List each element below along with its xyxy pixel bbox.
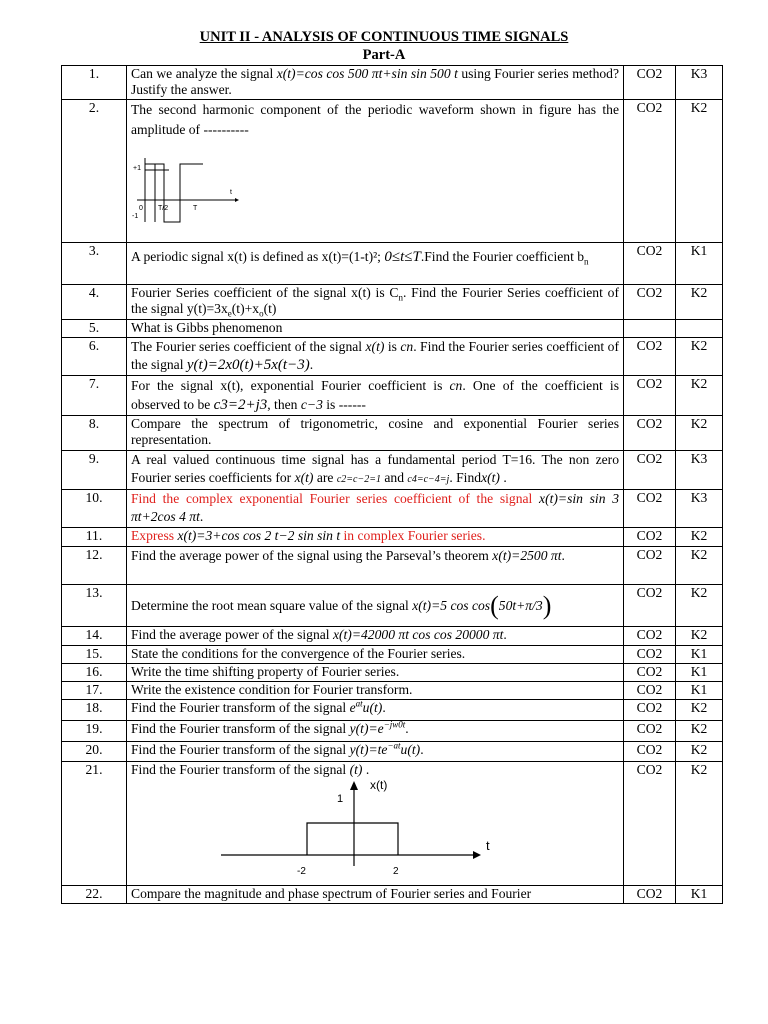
question-number: 6. — [62, 338, 127, 376]
course-outcome: CO2 — [624, 682, 676, 700]
t-axis-label: t — [486, 838, 490, 853]
course-outcome: CO2 — [624, 416, 676, 451]
question-text: Write the existence condition for Fourier transform. — [127, 682, 624, 700]
course-outcome: CO2 — [624, 886, 676, 904]
course-outcome: CO2 — [624, 721, 676, 742]
course-outcome: CO2 — [624, 451, 676, 490]
question-text: Compare the spectrum of trigonometric, cosine and exponential Fourier series representation. — [127, 416, 624, 451]
knowledge-level: K3 — [676, 490, 723, 528]
question-number: 1. — [62, 66, 127, 100]
question-number: 16. — [62, 664, 127, 682]
plus-one-label: +1 — [133, 165, 141, 172]
question-text: The second harmonic component of the periodic waveform shown in figure has the amplitude of ---------- +1 -1 0 T/2 T t — [127, 100, 624, 243]
question-row — [62, 490, 723, 528]
question-text: For the signal x(t), exponential Fourier coefficient is cn. One of the coefficient is observed to be c3=2+j3, then c−3 is ------ — [127, 376, 624, 416]
question-number: 20. — [62, 742, 127, 762]
question-text: Determine the root mean square value of the signal x(t)=5 cos cos(50t+π/3) — [127, 585, 624, 627]
question-text: Express x(t)=3+cos cos 2 t−2 sin sin t in complex Fourier series. — [127, 528, 624, 547]
neg-two-label: -2 — [297, 866, 306, 877]
question-text: Find the complex exponential Fourier series coefficient of the signal x(t)=sin sin 3 πt+2cos 4 πt. — [127, 490, 624, 528]
course-outcome: CO2 — [624, 664, 676, 682]
knowledge-level: K1 — [676, 243, 723, 285]
question-number: 19. — [62, 721, 127, 742]
course-outcome: CO2 — [624, 585, 676, 627]
course-outcome: CO2 — [624, 627, 676, 646]
question-text: Can we analyze the signal x(t)=cos cos 500 πt+sin sin 500 t using Fourier series method? Justify the answer. — [127, 66, 624, 100]
question-number: 3. — [62, 243, 127, 285]
questions-table — [61, 65, 723, 904]
course-outcome: CO2 — [624, 376, 676, 416]
question-number: 5. — [62, 320, 127, 338]
page-title: UNIT II - ANALYSIS OF CONTINUOUS TIME SIGNALS — [199, 29, 569, 45]
rectangular-pulse-figure — [131, 778, 611, 878]
pulse-signal-label: x(t) — [370, 778, 388, 792]
course-outcome: CO2 — [624, 528, 676, 547]
question-row — [62, 285, 723, 320]
question-row — [62, 66, 723, 100]
knowledge-level: K2 — [676, 700, 723, 721]
question-text: Find the Fourier transform of the signal (t) . x(t) 1 -2 2 t — [127, 762, 624, 886]
question-text: Find the average power of the signal x(t)=42000 πt cos cos 20000 πt. — [127, 627, 624, 646]
question-row — [62, 585, 723, 627]
knowledge-level: K1 — [676, 646, 723, 664]
question-row — [62, 682, 723, 700]
question-number: 12. — [62, 547, 127, 585]
course-outcome: CO2 — [624, 285, 676, 320]
zero-label: 0 — [139, 205, 143, 212]
knowledge-level: K2 — [676, 100, 723, 243]
question-number: 9. — [62, 451, 127, 490]
question-text: Compare the magnitude and phase spectrum of Fourier series and Fourier — [127, 886, 624, 904]
knowledge-level: K2 — [676, 762, 723, 886]
question-row — [62, 528, 723, 547]
question-row — [62, 664, 723, 682]
question-number: 7. — [62, 376, 127, 416]
section-subtitle: Part-A — [362, 47, 406, 63]
question-row — [62, 547, 723, 585]
half-period-label: T/2 — [158, 205, 169, 212]
knowledge-level: K2 — [676, 742, 723, 762]
course-outcome: CO2 — [624, 100, 676, 243]
knowledge-level — [676, 320, 723, 338]
knowledge-level: K2 — [676, 721, 723, 742]
question-row — [62, 416, 723, 451]
knowledge-level: K1 — [676, 886, 723, 904]
time-axis-label: t — [230, 189, 232, 196]
question-text: Find the Fourier transform of the signal $e^{at}u(t)$. — [127, 700, 624, 721]
question-text: State the conditions for the convergence of the Fourier series. — [127, 646, 624, 664]
question-number: 22. — [62, 886, 127, 904]
question-number: 17. — [62, 682, 127, 700]
knowledge-level: K2 — [676, 338, 723, 376]
question-number: 11. — [62, 528, 127, 547]
course-outcome: CO2 — [624, 243, 676, 285]
question-row — [62, 742, 723, 762]
question-number: 2. — [62, 100, 127, 243]
question-row — [62, 320, 723, 338]
course-outcome: CO2 — [624, 762, 676, 886]
question-row — [62, 451, 723, 490]
knowledge-level: K2 — [676, 585, 723, 627]
course-outcome: CO2 — [624, 547, 676, 585]
course-outcome: CO2 — [624, 338, 676, 376]
question-number: 8. — [62, 416, 127, 451]
question-row — [62, 627, 723, 646]
question-text: What is Gibbs phenomenon — [127, 320, 624, 338]
question-row — [62, 646, 723, 664]
question-text: Fourier Series coefficient of the signal x(t) is $C_n$. Find the Fourier Series coefficient of the signal $y(t)=3x_e(t)+x_o(t)$ — [127, 285, 624, 320]
knowledge-level: K3 — [676, 66, 723, 100]
pos-two-label: 2 — [393, 866, 399, 877]
knowledge-level: K2 — [676, 627, 723, 646]
question-text: Find the Fourier transform of the signal $y(t)=te^{-at}u(t)$. — [127, 742, 624, 762]
question-number: 13. — [62, 585, 127, 627]
question-row — [62, 721, 723, 742]
question-row — [62, 762, 723, 886]
question-row — [62, 100, 723, 243]
knowledge-level: K2 — [676, 416, 723, 451]
minus-one-label: -1 — [132, 213, 139, 220]
knowledge-level: K2 — [676, 285, 723, 320]
course-outcome: CO2 — [624, 646, 676, 664]
question-row — [62, 700, 723, 721]
knowledge-level: K1 — [676, 664, 723, 682]
period-label: T — [193, 205, 198, 212]
course-outcome: CO2 — [624, 742, 676, 762]
question-number: 14. — [62, 627, 127, 646]
knowledge-level: K2 — [676, 376, 723, 416]
course-outcome — [624, 320, 676, 338]
knowledge-level: K2 — [676, 547, 723, 585]
question-row — [62, 243, 723, 285]
question-row — [62, 886, 723, 904]
question-text: Find the average power of the signal using the Parseval’s theorem x(t)=2500 πt. — [127, 547, 624, 585]
question-number: 15. — [62, 646, 127, 664]
question-text: The Fourier series coefficient of the signal x(t) is cn. Find the Fourier series coefficient of the signal y(t)=2x0(t)+5x(t−3). — [127, 338, 624, 376]
course-outcome: CO2 — [624, 490, 676, 528]
square-wave-figure — [131, 142, 241, 232]
knowledge-level: K3 — [676, 451, 723, 490]
question-row — [62, 338, 723, 376]
amplitude-one-label: 1 — [337, 793, 344, 805]
question-number: 10. — [62, 490, 127, 528]
question-text: A periodic signal x(t) is defined as x(t)=(1-t)²; 0≤t≤T.Find the Fourier coefficient $b_n$ — [127, 243, 624, 285]
question-number: 4. — [62, 285, 127, 320]
course-outcome: CO2 — [624, 66, 676, 100]
question-number: 21. — [62, 762, 127, 886]
knowledge-level: K2 — [676, 528, 723, 547]
question-text: Write the time shifting property of Fourier series. — [127, 664, 624, 682]
question-row — [62, 376, 723, 416]
course-outcome: CO2 — [624, 700, 676, 721]
question-text: Find the Fourier transform of the signal $y(t)=e^{-jw0t}$. — [127, 721, 624, 742]
question-text: A real valued continuous time signal has a fundamental period T=16. The non zero Fourier series coefficients for x(t) are c2=c−2=1 and c4=c−4=j. Findx(t) . — [127, 451, 624, 490]
knowledge-level: K1 — [676, 682, 723, 700]
question-number: 18. — [62, 700, 127, 721]
